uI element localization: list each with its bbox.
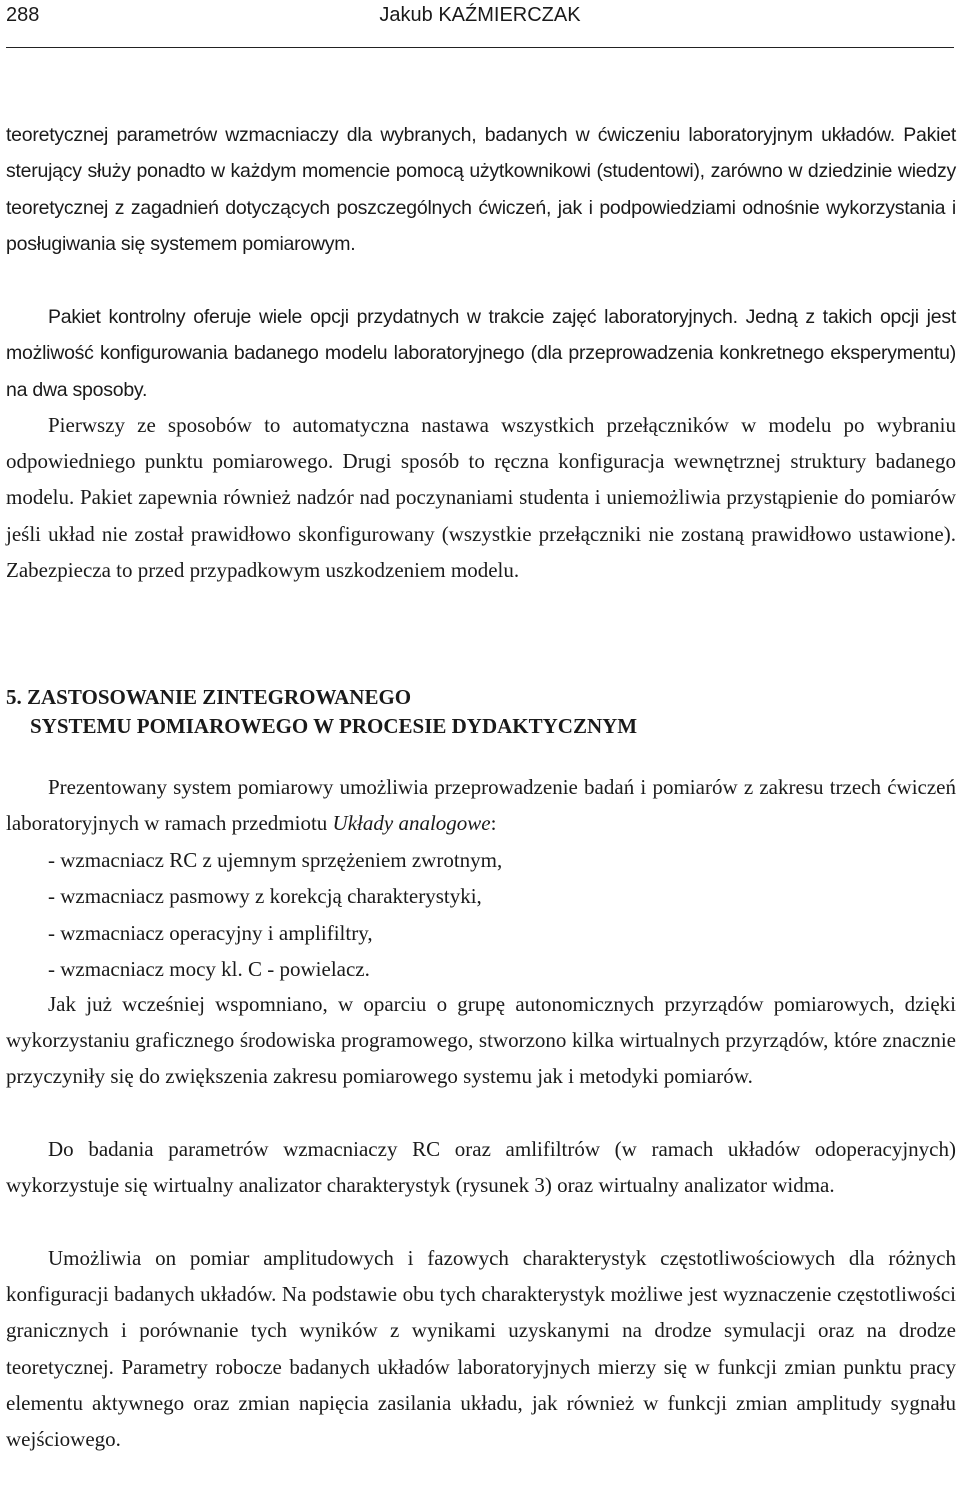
running-header-author: Jakub KAŹMIERCZAK xyxy=(379,4,581,26)
list-item: - wzmacniacz mocy kl. C - powielacz. xyxy=(48,957,370,982)
paragraph-frequency-characteristics: Umożliwia on pomiar amplitudowych i fazowych charakterystyk częstotliwościowych dla różnych konfiguracji badanych układów. Na podstawie obu tych charakterystyk możliwe jest wyznaczenie częstotliwości granicznych i porównanie tych wyników z wynikami uzyskanymi na drodze symulacji oraz na drodze teoretycznej. Parametry robocze badanych układów laboratoryjnych mierzy się w funkcji zmian punktu pracy elementu aktywnego oraz zmian napięcia zasilania układu, jak również w funkcji zmian amplitudy sygnału wejściowego. xyxy=(6,1246,956,1452)
exercise-list xyxy=(48,842,502,988)
intro-end: : xyxy=(490,811,497,836)
paragraph-control-package-options: Pakiet kontrolny oferuje wiele opcji przydatnych w trakcie zajęć laboratoryjnych. Jedną z takich opcji jest możliwość konfigurowania badanego modelu laboratoryjnego (dla przeprowadzenia konkretnego eksperymentu) na dwa sposoby. xyxy=(6,306,956,401)
list-item: - wzmacniacz pasmowy z korekcją charakterystyki, xyxy=(48,884,482,909)
section-heading xyxy=(6,683,637,741)
section-heading-line-1: 5. ZASTOSOWANIE ZINTEGROWANEGO xyxy=(6,685,412,709)
running-header xyxy=(6,0,954,46)
paragraph-system-intro xyxy=(6,769,956,841)
list-item: - wzmacniacz RC z ujemnym sprzężeniem zwrotnym, xyxy=(48,848,503,872)
paragraph-rc-amplifier-testing: Do badania parametrów wzmacniaczy RC oraz amlifiltrów (w ramach układów odoperacyjnych) wykorzystuje się wirtualny analizator charakterystyk (rysunek 3) oraz wirtualny analizator widma. xyxy=(6,1137,956,1198)
intro-text: Prezentowany system pomiarowy umożliwia przeprowadzenie badań i pomiarów z zakresu trzech ćwiczeń laboratoryjnych w ramach przedmiotu xyxy=(6,775,956,836)
paragraph-virtual-instruments: Jak już wcześniej wspomniano, w oparciu o grupę autonomicznych przyrządów pomiarowych, dzięki wykorzystaniu graficznego środowiska programowego, stworzono kilka wirtualnych przyrządów, które znacznie przyczyniły się do zwiększenia zakresu pomiarowego systemu jak i metodyki pomiarów. xyxy=(6,992,956,1089)
header-rule xyxy=(6,47,954,48)
page-number: 288 xyxy=(6,4,40,26)
section-heading-line-2: SYSTEMU POMIAROWEGO W PROCESIE DYDAKTYCZNYM xyxy=(30,714,638,738)
paragraph-configuration-methods: Pierwszy ze sposobów to automatyczna nastawa wszystkich przełączników w modelu po wybraniu odpowiedniego punktu pomiarowego. Drugi sposób to ręczna konfiguracja wewnętrznej struktury badanego modelu. Pakiet zapewnia również nadzór nad poczynaniami studenta i uniemożliwia przystąpienie do pomiarów jeśli układ nie został prawidłowo skonfigurowany (wszystkie przełączniki nie zostaną prawidłowo ustawione). Zabezpiecza to przed przypadkowym uszkodzeniem modelu. xyxy=(6,413,956,582)
paragraph-control-package-help: teoretycznej parametrów wzmacniaczy dla wybranych, badanych w ćwiczeniu laboratoryjnym układów. Pakiet sterujący służy ponadto w każdym momencie pomocą użytkownikowi (studentowi), zarówno w dziedzinie wiedzy teoretycznej z zagadnień dotyczących poszczególnych ćwiczeń, jak i podpowiedziami odnośnie wykorzystania i posługiwania się systemem pomiarowym. xyxy=(6,124,956,256)
subject-name: Układy analogowe xyxy=(332,811,491,836)
list-item: - wzmacniacz operacyjny i amplifiltry, xyxy=(48,920,373,945)
